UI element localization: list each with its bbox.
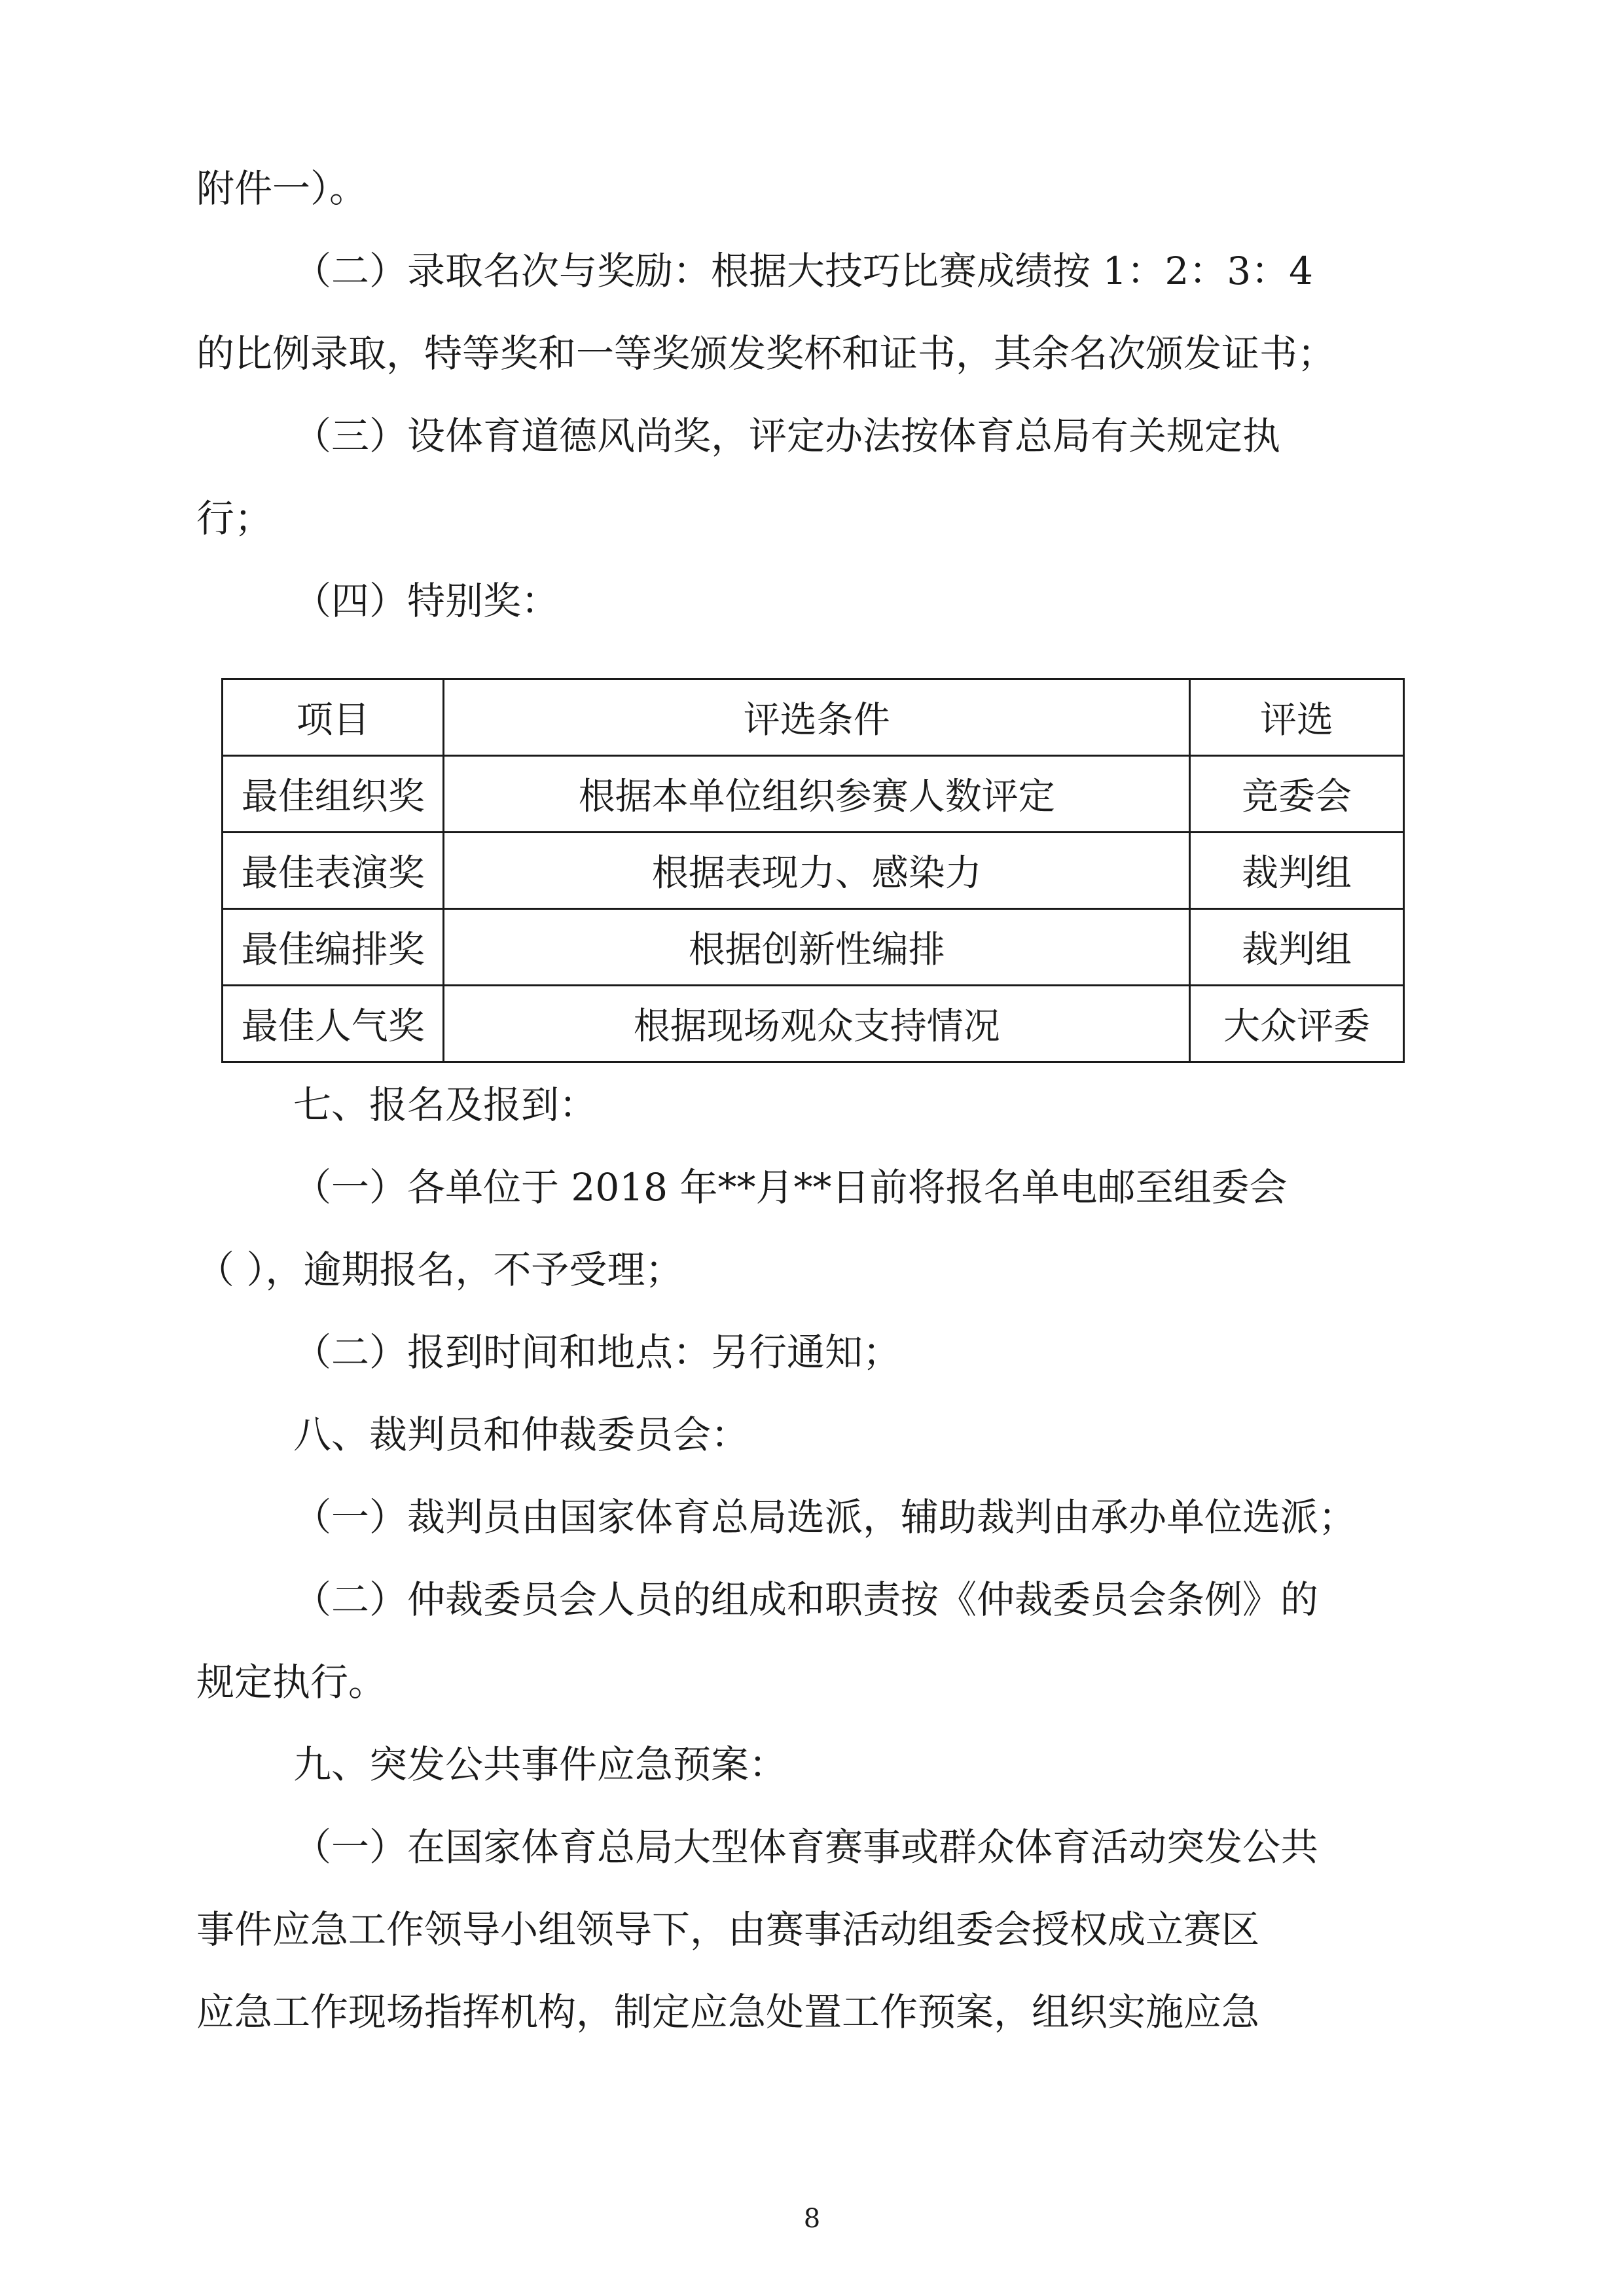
paragraph-line: （一）在国家体育总局大型体育赛事或群众体育活动突发公共 <box>293 1825 1319 1869</box>
table-cell: 根据现场观众支持情况 <box>444 986 1190 1062</box>
table-row <box>223 833 1404 909</box>
paragraph-line: （四）特别奖： <box>293 579 560 623</box>
paragraph-line: （二）报到时间和地点：另行通知； <box>293 1330 901 1374</box>
table-row <box>223 986 1404 1062</box>
paragraph-line: （一）裁判员由国家体育总局选派，辅助裁判由承办单位选派； <box>293 1495 1357 1539</box>
paragraph-line: 七、报名及报到： <box>293 1083 598 1127</box>
paragraph-line: 规定执行。 <box>196 1660 387 1704</box>
paragraph-line: 行； <box>196 496 273 541</box>
table-cell: 最佳人气奖 <box>223 986 444 1062</box>
table-row <box>223 909 1404 986</box>
table-header-cell: 评选 <box>1190 679 1404 756</box>
paragraph-line: 附件一）。 <box>196 166 368 211</box>
table-cell: 大众评委 <box>1190 986 1404 1062</box>
paragraph-line: （三）设体育道德风尚奖，评定办法按体育总局有关规定执 <box>293 414 1281 458</box>
paragraph-line: 应急工作现场指挥机构，制定应急处置工作预案，组织实施应急 <box>196 1990 1260 2034</box>
table-cell: 裁判组 <box>1190 909 1404 986</box>
table-cell: 最佳编排奖 <box>223 909 444 986</box>
paragraph-line: （二）仲裁委员会人员的组成和职责按《仲裁委员会条例》的 <box>293 1577 1319 1622</box>
paragraph-line: 八、裁判员和仲裁委员会： <box>293 1412 749 1457</box>
paragraph-line: 事件应急工作领导小组领导下，由赛事活动组委会授权成立赛区 <box>196 1907 1260 1952</box>
paragraph-line: （一）各单位于 2018 年**月**日前将报名单电邮至组委会 <box>293 1165 1288 1210</box>
table-header-cell: 项目 <box>223 679 444 756</box>
paragraph-line: （ ），逾期报名，不予受理； <box>196 1247 683 1292</box>
paragraph-line: 的比例录取，特等奖和一等奖颁发奖杯和证书，其余名次颁发证书； <box>196 331 1336 376</box>
page-number: 8 <box>803 2204 821 2234</box>
table-cell: 最佳组织奖 <box>223 756 444 833</box>
paragraph-line: （二）录取名次与奖励：根据大技巧比赛成绩按 1：2：3：4 <box>293 249 1314 293</box>
table-header-cell: 评选条件 <box>444 679 1190 756</box>
table-cell: 根据本单位组织参赛人数评定 <box>444 756 1190 833</box>
table-cell: 竞委会 <box>1190 756 1404 833</box>
paragraph-line: 九、突发公共事件应急预案： <box>293 1742 787 1787</box>
special-awards-table <box>221 678 1405 1063</box>
table-cell: 根据创新性编排 <box>444 909 1190 986</box>
table-row <box>223 756 1404 833</box>
table-cell: 裁判组 <box>1190 833 1404 909</box>
table-header-row <box>223 679 1404 756</box>
table-cell: 根据表现力、感染力 <box>444 833 1190 909</box>
table-cell: 最佳表演奖 <box>223 833 444 909</box>
